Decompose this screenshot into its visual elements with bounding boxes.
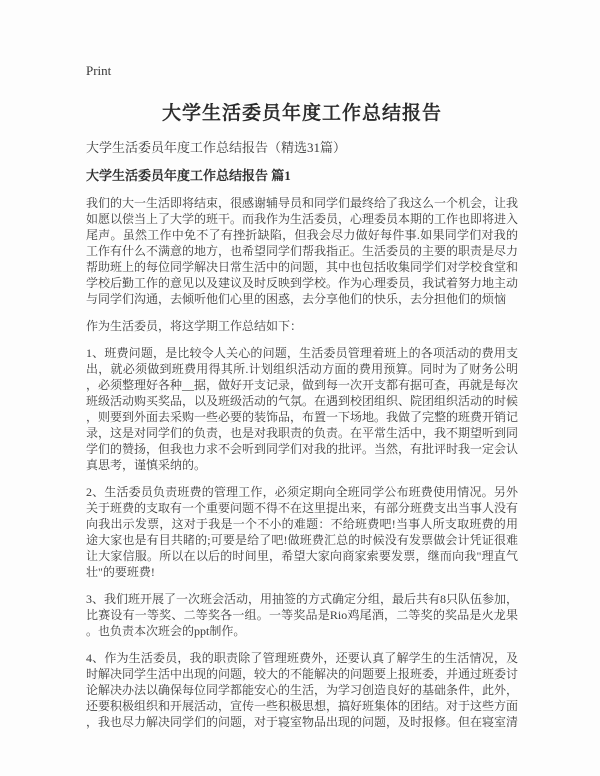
list-item-2-paragraph: 2、生活委员负责班费的管理工作，必须定期向全班同学公布班费使用情况。另外关于班费的支取有一个重要问题不得不在这里提出来，有部分班费支出当事人没有向我出示发票，这对于我是一个不小的难题：不给班费吧!当事人所支取班费的用途大家也是有目共睹的;可要是给了吧!做班费汇总的时候没有发票做会计凭证很难让大家信服。所以在以后的时间里，希望大家向商家索要发票，继而向我"理直气壮"的要班费! [86, 485, 519, 579]
summary-lead-paragraph: 作为生活委员，将这学期工作总结如下： [86, 319, 303, 333]
print-link[interactable]: Print [86, 63, 112, 78]
list-item-1-paragraph: 1、班费问题，是比较令人关心的问题，生活委员管理着班上的各项活动的费用支出，就必须做到班费用得其所.计划组织活动方面的费用预算。同时为了财务公明，必须整理好各种__据，做好开支记录，做到每一次开支都有据可查，再就是每次班级活动购买奖品，以及班级活动的气氛。在遇到校团组织、院团组织活动的时候，则要到外面去采购一些必要的装饰品，布置一下场地。我做了完整的班费开销记录，这是对同学们的负责，也是对我职责的负责。在平常生活中，我不期望听到同学们的赞扬，但我也力求不会听到同学们对我的批评。当然，有批评时我一定会认真思考，谨慎采纳的。 [86, 346, 519, 472]
page-title: 大学生活委员年度工作总结报告 [161, 103, 442, 124]
intro-paragraph: 我们的大一生活即将结束，很感谢辅导员和同学们最终给了我这么一个机会，让我如愿以偿当上了大学的班干。而我作为生活委员，心理委员本期的工作也即将进入尾声。虽然工作中免不了有挫折缺陷，但我会尽力做好每件事.如果同学们对我的工作有什么不满意的地方，也希望同学们帮我指正。生活委员的主要的职责是尽力帮助班上的每位同学解决日常生活中的问题，其中也包括收集同学们对学校食堂和学校后勤工作的意见以及建议及时反映到学校。作为心理委员，我试着努力地主动与同学们沟通，去倾听他们心里的困惑，去分享他们的快乐，去分担他们的烦恼 [86, 196, 519, 306]
document-subtitle: 大学生活委员年度工作总结报告（精选31篇） [86, 140, 347, 155]
section-heading: 大学生活委员年度工作总结报告 篇1 [86, 168, 291, 183]
list-item-3-paragraph: 3、我们班开展了一次班会活动，用抽签的方式确定分组，最后共有8只队伍参加，比赛设有一等奖、二等奖各一组。一等奖品是Rio鸡尾酒，二等奖的奖品是火龙果。也负责本次班会的ppt制作。 [86, 592, 519, 638]
list-item-4-paragraph: 4、作为生活委员，我的职责除了管理班费外，还要认真了解学生的生活情况，及时解决同学生活中出现的问题，较大的不能解决的问题要上报班委，并通过班委讨论解决办法以确保每位同学都能安心的生活，为学习创造良好的基础条件，此外，还要积极组织和开展活动，宣传一些积极思想，搞好班集体的团结。对于这些方面，我也尽力解决同学们的问题，对于寝室物品出现的问题，及时报修。但在寝室清 [86, 651, 519, 729]
